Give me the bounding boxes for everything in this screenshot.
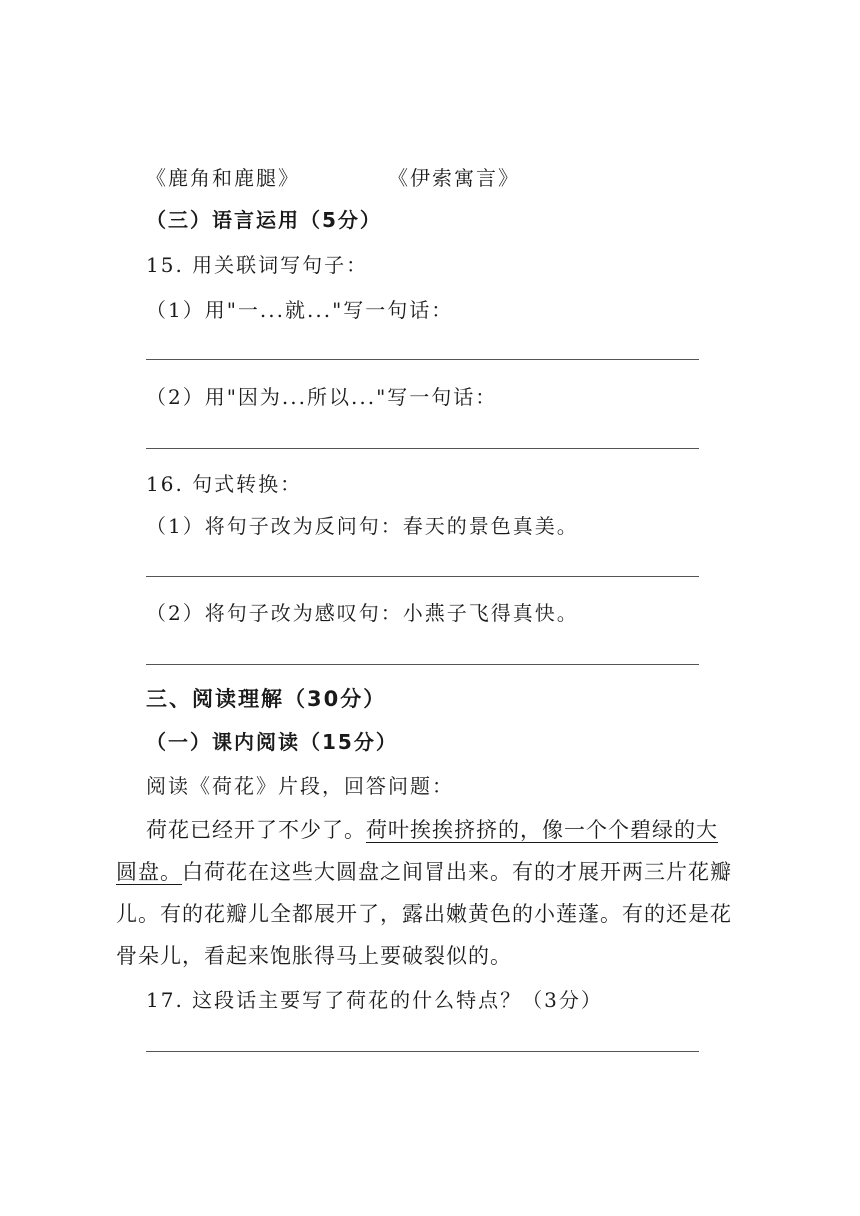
- answer-line: [146, 576, 699, 577]
- passage-text: 荷花已经开了不少了。: [146, 818, 366, 842]
- question-16-title: 16. 句式转换：: [146, 472, 303, 496]
- answer-line: [146, 664, 699, 665]
- answer-line: [146, 448, 699, 449]
- section-heading-language-use: （三）语言运用（5分）: [146, 208, 382, 232]
- question-17: 17. 这段话主要写了荷花的什么特点？（3分）: [146, 988, 603, 1012]
- answer-line: [146, 359, 699, 360]
- question-16-part-1: （1）将句子改为反问句：春天的景色真美。: [146, 514, 579, 538]
- answer-line: [146, 1051, 699, 1052]
- passage-line-3: 儿。有的花瓣儿全都展开了，露出嫩黄色的小莲蓬。有的还是花: [116, 902, 732, 926]
- question-16-part-2: （2）将句子改为感叹句：小燕子飞得真快。: [146, 601, 579, 625]
- question-15-part-2: （2）用"因为...所以..."写一句话：: [146, 385, 498, 409]
- part-heading-reading: 三、阅读理解（30分）: [146, 687, 387, 711]
- book-title-right: 《伊索寓言》: [388, 166, 520, 190]
- book-title-left: 《鹿角和鹿腿》: [146, 166, 300, 190]
- passage-line-4: 骨朵儿，看起来饱胀得马上要破裂似的。: [116, 944, 512, 968]
- passage-line-1: [146, 815, 718, 845]
- question-15-part-1: （1）用"一...就..."写一句话：: [146, 298, 454, 322]
- passage-line-2: [116, 857, 732, 887]
- reading-intro: 阅读《荷花》片段，回答问题：: [146, 774, 454, 798]
- underlined-sentence: 荷叶挨挨挤挤的，像一个个碧绿的大: [366, 818, 718, 842]
- passage-text: 白荷花在这些大圆盘之间冒出来。有的才展开两三片花瓣: [182, 860, 732, 884]
- question-15-title: 15. 用关联词写句子：: [146, 253, 369, 277]
- underlined-sentence: 圆盘。: [116, 860, 182, 884]
- sub-heading-in-class-reading: （一）课内阅读（15分）: [146, 730, 398, 754]
